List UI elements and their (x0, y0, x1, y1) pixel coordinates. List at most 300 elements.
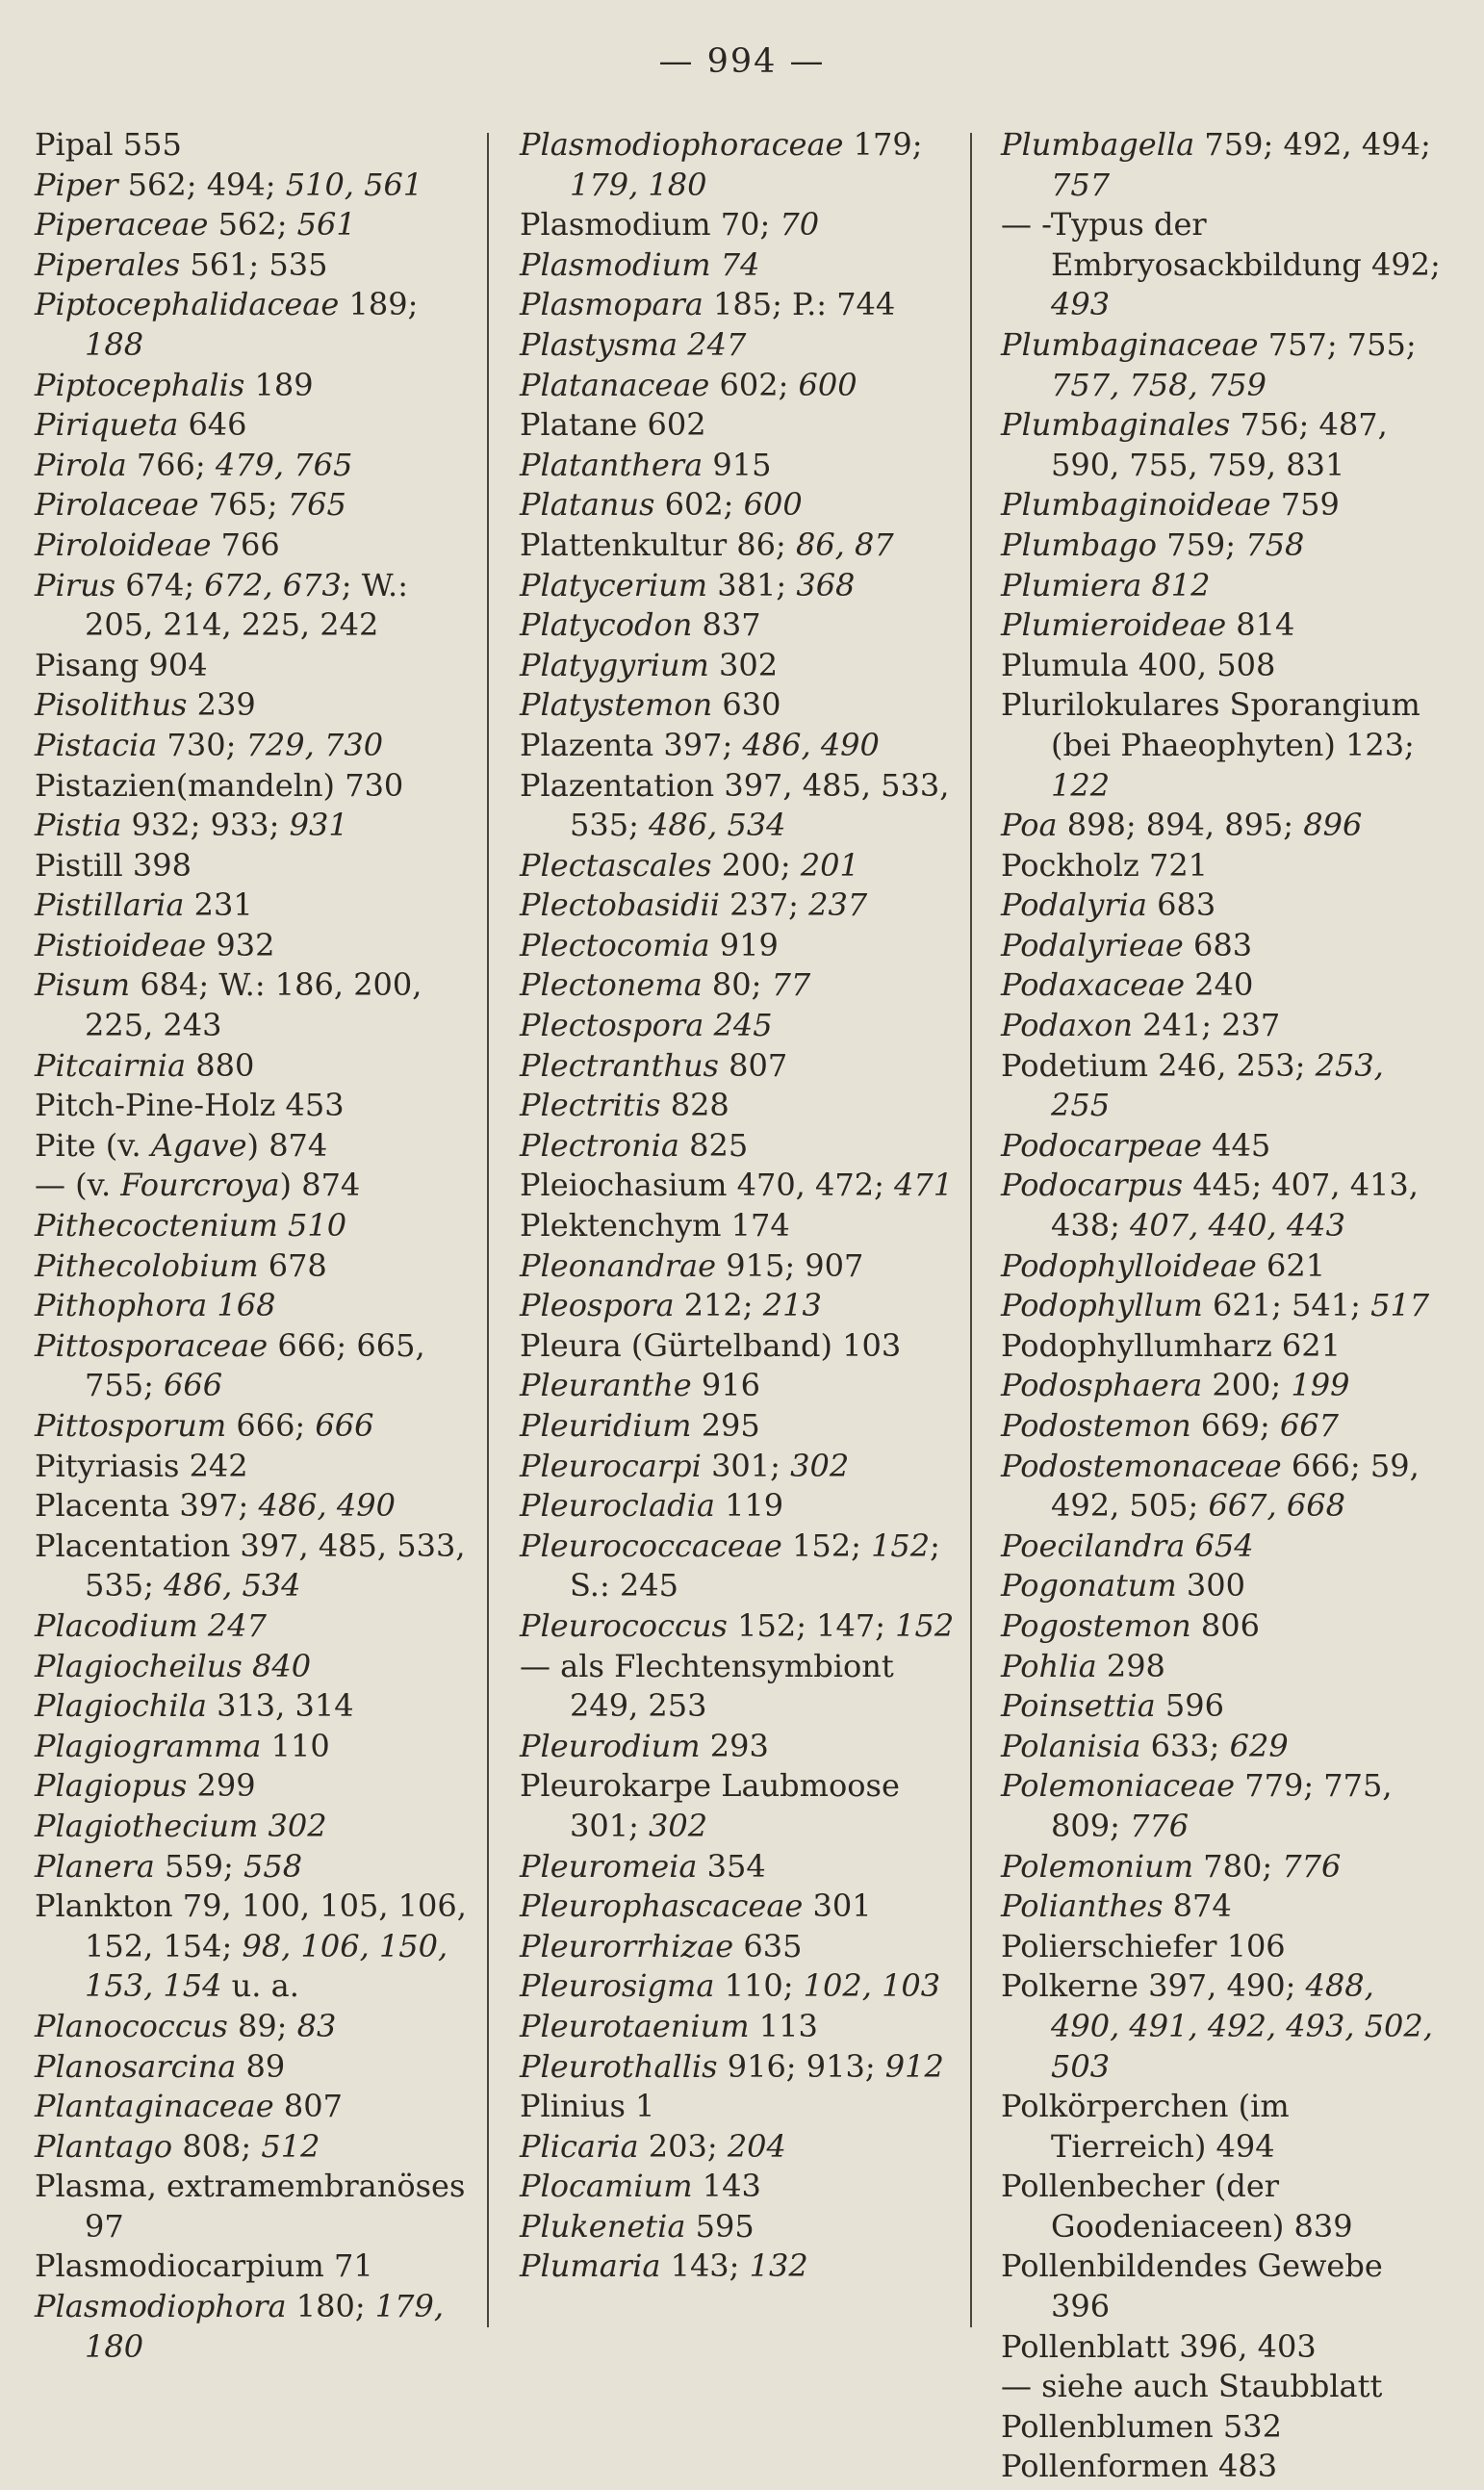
index-entry-italic-text: 199 (1291, 1367, 1350, 1404)
index-entry (35, 1046, 477, 1087)
index-entry-text: 780; (1193, 1847, 1283, 1885)
index-entry-italic-text: Plumiera 812 (1001, 566, 1211, 603)
index-entry-text: 806 (1190, 1606, 1260, 1644)
index-entry (520, 526, 962, 566)
index-entry-text: 562; 494; (117, 166, 286, 203)
index-entry-italic-text: 667 (1279, 1407, 1339, 1444)
index-entry-italic-text: 672, 673 (204, 566, 342, 603)
index-entry-italic-text: Platystemon (520, 686, 713, 724)
index-entry-italic-text: 213 (762, 1287, 822, 1324)
index-entry-italic-text: Podaxaceae (1001, 966, 1186, 1004)
index-entry (1001, 325, 1444, 405)
index-entry-italic-text: Polemonium (1001, 1847, 1194, 1885)
index-entry (520, 1647, 962, 1727)
index-entry-italic-text: Podocarpeae (1001, 1126, 1202, 1164)
index-entry-text: Plasma, extramembranöses 97 (35, 2168, 475, 2245)
index-entry-text: 561; 535 (180, 245, 328, 283)
index-entry-italic-text: Pleurophascaceae (520, 1887, 804, 1925)
index-entry-text: 683 (1146, 886, 1216, 924)
index-entry-italic-text: Pistia (35, 807, 122, 844)
index-entry-italic-text: Podophylloideae (1001, 1246, 1257, 1284)
index-entry (35, 1086, 477, 1126)
index-entry-text: 678 (258, 1246, 327, 1284)
index-entry-text: Pollenformen 483 (1001, 2448, 1278, 2485)
index-entry (520, 886, 962, 926)
index-entry-text: 119 (714, 1487, 784, 1525)
index-entry (520, 1406, 962, 1447)
index-entry-italic-text: 486, 534 (649, 807, 786, 844)
index-entry-text: Plasmodium 70; (520, 206, 780, 244)
index-entry (1001, 1286, 1444, 1326)
index-entry (520, 1447, 962, 1487)
index-entry-text: 302 (708, 646, 779, 683)
index-entry (35, 366, 477, 406)
index-entry-italic-text: Plumbaginoideae (1001, 486, 1271, 524)
index-entry (520, 926, 962, 966)
index-entry-text: 916 (691, 1367, 760, 1404)
index-entry-italic-text: Plukenetia (520, 2207, 686, 2245)
index-entry (1001, 566, 1444, 606)
index-entry (35, 1847, 477, 1887)
index-entry-text: 203; (638, 2127, 728, 2165)
index-entry (35, 1647, 477, 1687)
index-entry-italic-text: 512 (261, 2127, 320, 2165)
index-entry-italic-text: Platycerium (520, 566, 708, 603)
index-entry-italic-text: Plasmodiophora (35, 2288, 287, 2325)
index-entry-text: 596 (1155, 1687, 1224, 1725)
index-entry-text: 621 (1256, 1246, 1326, 1284)
index-entry-text: 633; (1140, 1727, 1230, 1764)
index-entry-italic-text: Platanus (520, 486, 655, 524)
index-entry (35, 886, 477, 926)
index-entry-italic-text: Platanaceae (520, 366, 710, 403)
index-entry-italic-text: Pirolaceae (35, 486, 199, 524)
index-entry-italic-text: Plagiopus (35, 1767, 188, 1805)
index-entry (35, 1406, 477, 1447)
index-entry (520, 2047, 962, 2088)
index-entry-italic-text: 407, 440, 443 (1130, 1207, 1345, 1245)
index-entry-text: 179; (843, 126, 933, 163)
index-entry (520, 2127, 962, 2168)
index-entry-italic-text: 122 (1051, 766, 1111, 804)
index-entry (520, 766, 962, 846)
index-entry-text: 240 (1185, 966, 1254, 1004)
index-entry-italic-text: Pithecoctenium 510 (35, 1207, 347, 1245)
index-entry (1001, 1606, 1444, 1647)
index-entry (1001, 1566, 1444, 1606)
index-entry (1001, 846, 1444, 886)
index-entry-italic-text: 666 (164, 1367, 223, 1404)
index-entry-text: Polkörperchen (im Tierreich) 494 (1001, 2088, 1299, 2165)
index-entry-text: 919 (709, 926, 779, 963)
index-entry (1001, 485, 1444, 526)
index-entry (1001, 2327, 1444, 2368)
index-entry (520, 566, 962, 606)
index-entry-italic-text: Podalyrieae (1001, 926, 1184, 963)
index-entry (35, 1486, 477, 1527)
index-entry-italic-text: Pisum (35, 966, 131, 1004)
index-entry-italic-text: Plocamium (520, 2168, 693, 2205)
index-entry (520, 1927, 962, 1967)
index-entry-text: 915; 907 (716, 1246, 864, 1284)
index-entry-text: Plazenta 397; (520, 726, 743, 763)
index-entry-italic-text: Podaxon (1001, 1007, 1133, 1044)
index-entry-italic-text: 729, 730 (245, 726, 384, 763)
index-entry (520, 1966, 962, 2007)
index-entry-italic-text: Agave (150, 1126, 247, 1164)
index-entry-text: 730; (157, 726, 246, 763)
index-entry-italic-text: Pirola (35, 446, 127, 483)
index-entry-italic-text: Plumbaginales (1001, 406, 1231, 444)
index-entry (1001, 2167, 1444, 2246)
index-entry (1001, 1927, 1444, 1967)
index-entry (35, 965, 477, 1045)
index-entry-italic-text: 896 (1303, 807, 1363, 844)
index-entry (1001, 1647, 1444, 1687)
index-entry-italic-text: 486, 490 (742, 726, 880, 763)
index-entry-italic-text: Plumbagella (1001, 126, 1195, 163)
index-entry-text: Pollenblumen 532 (1001, 2407, 1282, 2445)
index-entry-text: ) 874 (246, 1126, 328, 1164)
index-entry (520, 1286, 962, 1326)
index-entry-text: Pipal 555 (35, 126, 182, 163)
index-entry-text: Pisang 904 (35, 646, 208, 683)
index-entry-italic-text: 776 (1282, 1847, 1342, 1885)
index-entry-text: ) 874 (279, 1167, 361, 1204)
index-entry-italic-text: Piperales (35, 245, 181, 283)
index-entry-text: 814 (1226, 606, 1295, 644)
index-entry (1001, 1366, 1444, 1406)
index-entry-text: Pityriasis 242 (35, 1447, 248, 1484)
index-entry-italic-text: Poinsettia (1001, 1687, 1156, 1725)
index-entry-text: 630 (712, 686, 781, 724)
index-entry (1001, 1447, 1444, 1527)
index-entry-text: ; W.: 205, 214, 225, 242 (85, 566, 419, 644)
index-entry-text: 180; (286, 2288, 375, 2325)
index-entry-text: 669; (1190, 1407, 1280, 1444)
index-entry-text: 152; (781, 1527, 872, 1564)
index-entry (35, 1326, 477, 1406)
index-entry-italic-text: 765 (287, 486, 346, 524)
index-entry-text: 381; (707, 566, 797, 603)
page-number: — 994 — (658, 42, 826, 81)
index-entry-italic-text: Polianthes (1001, 1887, 1164, 1925)
index-entry-italic-text: Pleurocladia (520, 1487, 715, 1525)
index-entry-text: 646 (178, 406, 247, 444)
index-entry-text: Pleiochasium 470, 472; (520, 1167, 895, 1204)
index-entry-text: 880 (186, 1046, 255, 1084)
index-entry (35, 2287, 477, 2367)
index-entry-text: 445; 407, 413, 438; (1051, 1167, 1429, 1245)
index-entry-text: 898; 894, 895; (1057, 807, 1304, 844)
index-entry-italic-text: Planosarcina (35, 2047, 237, 2085)
index-entry (1001, 2087, 1444, 2167)
index-entry-text: 807 (273, 2088, 343, 2125)
index-entry-text: Podetium 246, 253; (1001, 1046, 1316, 1084)
index-entry (1001, 926, 1444, 966)
index-entry-italic-text: Pohlia (1001, 1647, 1097, 1684)
index-entry-italic-text: Plumaria (520, 2247, 661, 2285)
index-entry-text: 932; 933; (121, 807, 290, 844)
index-entry-text: Pockholz 721 (1001, 846, 1209, 884)
index-entry-text: 143 (692, 2168, 761, 2205)
index-entry-text: 874 (1163, 1887, 1232, 1925)
index-entry-italic-text: 302 (649, 1807, 708, 1844)
index-entry (35, 846, 477, 886)
index-entry-italic-text: 179, 180 (85, 2288, 445, 2365)
index-entry-italic-text: Plectascales (520, 846, 712, 884)
index-entry (35, 1206, 477, 1246)
index-entry-text: 635 (733, 1927, 803, 1964)
index-entry-text: Podophyllumharz 621 (1001, 1326, 1341, 1364)
index-entry (35, 1766, 477, 1807)
index-entry (1001, 1887, 1444, 1927)
index-entry (520, 366, 962, 406)
index-entry-text: 200; (1202, 1367, 1292, 1404)
index-entry-italic-text: Pittosporaceae (35, 1326, 269, 1364)
index-column-3 (1001, 125, 1450, 2487)
index-entry (520, 2087, 962, 2127)
index-entry-italic-text: Pleurotaenium (520, 2007, 750, 2044)
index-entry-text: Plektenchym 174 (520, 1207, 790, 1245)
index-entry-text: Plazentation 397, 485, 533, 535; (520, 766, 959, 844)
index-entry-italic-text: Piriqueta (35, 406, 179, 444)
index-entry (520, 1046, 962, 1087)
index-entry-italic-text: 188 (85, 325, 144, 363)
index-entry (1001, 1046, 1444, 1126)
index-entry-text: 445 (1201, 1126, 1271, 1164)
index-entry-text: 759; (1157, 526, 1246, 563)
index-entry (35, 2246, 477, 2287)
index-entry-italic-text: Pleuridium (520, 1407, 692, 1444)
index-entry-text: Plankton 79, 100, 105, 106, 152, 154; (35, 1887, 477, 1964)
index-entry-italic-text: Pitcairnia (35, 1046, 187, 1084)
index-entry-italic-text: 479, 765 (215, 446, 353, 483)
index-entry-italic-text: Pirus (35, 566, 116, 603)
index-entry-italic-text: 132 (749, 2247, 808, 2285)
index-entry-italic-text: 204 (727, 2127, 786, 2165)
index-entry-text: 684; W.: 186, 200, 225, 243 (85, 966, 432, 1044)
index-entry-italic-text: Plastysma 247 (520, 325, 747, 363)
index-entry-italic-text: 83 (296, 2007, 337, 2044)
index-entry (1001, 125, 1444, 205)
index-entry (1001, 1126, 1444, 1167)
index-entry-text: Pistill 398 (35, 846, 192, 884)
index-entry-text: 80; (702, 966, 772, 1004)
index-entry (520, 2167, 962, 2207)
index-entry (35, 1286, 477, 1326)
index-entry-italic-text: Plumieroideae (1001, 606, 1227, 644)
index-entry-italic-text: 77 (771, 966, 811, 1004)
index-entry (35, 205, 477, 245)
index-entry-text: 916; 913; (717, 2047, 885, 2085)
index-entry-text: Pistazien(mandeln) 730 (35, 766, 404, 804)
index-entry-italic-text: 488, 490, 491, 492, 493, 502, 503 (1051, 1967, 1433, 2085)
index-entry-italic-text: Piroloideae (35, 526, 212, 563)
index-entry-italic-text: Plumbaginaceae (1001, 325, 1259, 363)
index-entry-italic-text: Pisolithus (35, 686, 188, 724)
index-entry-text: 666; 665, 755; (85, 1326, 435, 1404)
index-entry-text: 759; 492, 494; (1194, 126, 1441, 163)
index-entry (35, 446, 477, 486)
index-entry-italic-text: 558 (243, 1847, 303, 1885)
index-entry-italic-text: Pistillaria (35, 886, 185, 924)
index-entry-text: 683 (1183, 926, 1253, 963)
index-entry-italic-text: Plectobasidii (520, 886, 720, 924)
index-entry-text: — -Typus der Embryosackbildung 492; (1001, 206, 1450, 283)
index-entry-text: 757; 755; (1258, 325, 1426, 363)
index-entry-text: 562; (208, 206, 297, 244)
index-entry-italic-text: 102, 103 (803, 1967, 941, 2005)
index-entry-text: 354 (697, 1847, 766, 1885)
index-entry-text: 200; (711, 846, 801, 884)
index-entry-text: 189 (244, 366, 314, 403)
index-entry (520, 125, 962, 205)
index-entry (1001, 1966, 1444, 2087)
index-entry (1001, 1246, 1444, 1287)
index-entry-text: Plattenkultur 86; (520, 526, 796, 563)
index-entry-italic-text: 98, 106, 150, 153, 154 (85, 1927, 448, 2005)
index-entry (35, 125, 477, 166)
index-entry-italic-text: Pleurococcaceae (520, 1527, 782, 1564)
index-entry-italic-text: Plasmodiophoraceae (520, 126, 844, 163)
column-divider (487, 133, 489, 2327)
index-entry (1001, 1326, 1444, 1367)
index-entry (1001, 2407, 1444, 2448)
index-entry-italic-text: Plectonema (520, 966, 703, 1004)
index-entry-text: 779; 775, 809; (1051, 1767, 1402, 1844)
index-entry-text: 231 (184, 886, 253, 924)
index-entry-italic-text: 629 (1229, 1727, 1289, 1764)
index-entry-italic-text: Pithecolobium (35, 1246, 259, 1284)
index-entry (520, 1527, 962, 1606)
index-entry-text: 110 (261, 1727, 330, 1764)
index-entry-italic-text: Pleurodium (520, 1727, 701, 1764)
index-entry (520, 485, 962, 526)
index-entry (1001, 526, 1444, 566)
index-entry (35, 526, 477, 566)
index-entry (35, 2047, 477, 2088)
index-entry-text: — als Flechtensymbiont 249, 253 (520, 1647, 904, 1725)
index-entry (35, 2127, 477, 2168)
index-entry-text: 932 (206, 926, 275, 963)
index-entry-text: 298 (1096, 1647, 1165, 1684)
index-entry-italic-text: Plasmopara (520, 286, 704, 323)
index-entry-italic-text: 486, 534 (164, 1567, 301, 1604)
index-entry-italic-text: Piptocephalidaceae (35, 286, 340, 323)
column-divider (970, 133, 972, 2327)
index-entry-italic-text: Pistioideae (35, 926, 207, 963)
index-entry-italic-text: Plectocomia (520, 926, 710, 963)
index-entry (35, 926, 477, 966)
index-entry-italic-text: 757 (1051, 166, 1111, 203)
index-entry-italic-text: Podosphaera (1001, 1367, 1203, 1404)
index-entry (35, 806, 477, 846)
index-entry-italic-text: 493 (1051, 286, 1111, 323)
index-entry-text: u. a. (221, 1967, 299, 2005)
index-entry (35, 1447, 477, 1487)
index-entry-text: 666; 59, 492, 505; (1051, 1447, 1429, 1525)
index-entry-text: 295 (691, 1407, 760, 1444)
index-entry (520, 1366, 962, 1406)
index-entry (1001, 1527, 1444, 1567)
index-entry-text: Pleurokarpe Laubmoose 301; (520, 1767, 910, 1844)
index-entry (35, 646, 477, 686)
index-entry-italic-text: Plasmodium 74 (520, 245, 760, 283)
index-entry-italic-text: Pleonandrae (520, 1246, 717, 1284)
index-entry (35, 766, 477, 807)
index-entry-text: 237; (719, 886, 809, 924)
index-entry-italic-text: Placodium 247 (35, 1606, 267, 1644)
index-entry-text: 666; (226, 1407, 316, 1444)
index-entry-italic-text: 561 (296, 206, 356, 244)
index-entry-italic-text: Plumbago (1001, 526, 1158, 563)
index-entry-italic-text: Pleospora (520, 1287, 675, 1324)
index-entry-text: 301; (701, 1447, 791, 1484)
index-entry (35, 1527, 477, 1606)
index-entry (35, 1887, 477, 2007)
index-entry (35, 2007, 477, 2047)
index-entry-text: 766 (211, 526, 280, 563)
index-entry-text: Pollenbecher (der Goodeniaceen) 839 (1001, 2168, 1353, 2245)
index-entry (520, 1086, 962, 1126)
index-entry (1001, 1727, 1444, 1767)
index-entry-text: 185; P.: 744 (703, 286, 896, 323)
index-entry-italic-text: Podostemon (1001, 1407, 1191, 1444)
index-entry-italic-text: Platycodon (520, 606, 693, 644)
index-entry (520, 1326, 962, 1367)
index-entry (520, 245, 962, 286)
index-entry-text: 241; 237 (1132, 1007, 1281, 1044)
index-entry-text: 765; (198, 486, 288, 524)
index-entry-italic-text: Pleurorrhizae (520, 1927, 734, 1964)
index-entry (520, 1006, 962, 1046)
index-entry-italic-text: Pittosporum (35, 1407, 227, 1444)
index-entry-italic-text: Platanthera (520, 446, 704, 483)
index-entry-italic-text: Podostemonaceae (1001, 1447, 1282, 1484)
index-entry (35, 166, 477, 206)
index-entry-text: 828 (660, 1087, 729, 1124)
index-entry (35, 1166, 477, 1206)
index-entry-italic-text: Polanisia (1001, 1727, 1141, 1764)
index-entry-italic-text: Plectronia (520, 1126, 679, 1164)
index-entry-text: 89 (236, 2047, 286, 2085)
index-entry (1001, 965, 1444, 1006)
index-entry (35, 245, 477, 286)
index-entry-text: Plinius 1 (520, 2088, 655, 2125)
index-entry-text: 293 (700, 1727, 769, 1764)
index-entry-text: 89; (227, 2007, 297, 2044)
index-entry-italic-text: Pogostemon (1001, 1606, 1191, 1644)
index-entry (35, 405, 477, 446)
index-entry-italic-text: Plantaginaceae (35, 2088, 274, 2125)
index-entry (1001, 2447, 1444, 2487)
index-entry-text: 152; 147; (727, 1606, 896, 1644)
index-entry-text: Pite (v. (35, 1126, 151, 1164)
index-entry-text: 313, 314 (206, 1687, 354, 1725)
index-entry-italic-text: 302 (790, 1447, 850, 1484)
index-entry-text: 825 (678, 1126, 749, 1164)
index-entry-italic-text: 510, 561 (285, 166, 423, 203)
index-entry-italic-text: Plagiothecium 302 (35, 1807, 327, 1844)
index-entry-text: 808; (172, 2127, 262, 2165)
index-entry (520, 1887, 962, 1927)
index-entry-italic-text: Polemoniaceae (1001, 1767, 1236, 1805)
index-entry-text: 766; (126, 446, 216, 483)
index-entry (35, 2087, 477, 2127)
index-entry-italic-text: Plantago (35, 2127, 173, 2165)
index-entry-text: 300 (1176, 1567, 1245, 1604)
